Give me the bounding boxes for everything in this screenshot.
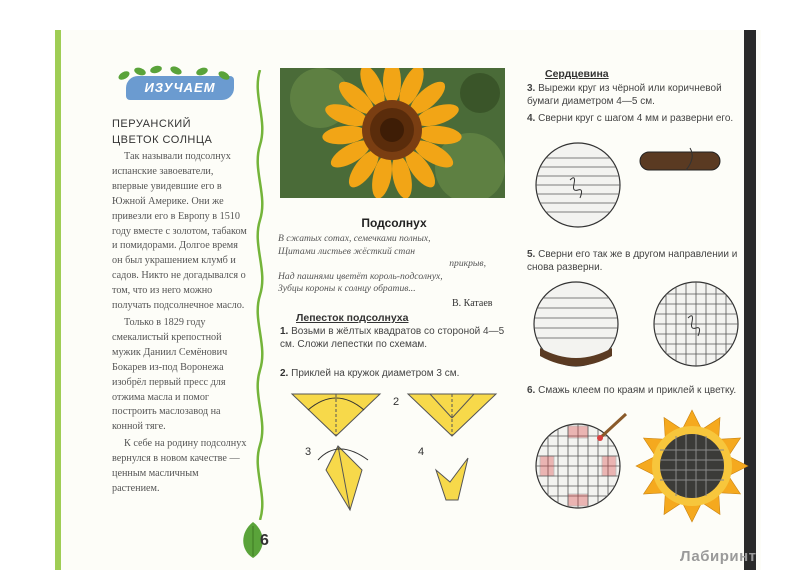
diagram-label: 3 <box>305 446 312 458</box>
step-3-instruction: 3. Вырежи круг из чёрной или коричневой бумаги диаметром 4—5 см. <box>527 83 722 107</box>
diagram-label: 4 <box>418 446 425 458</box>
step-1-instruction: 1. Возьми в жёлтых квадратов со стороной 4—5 см. Сложи лепестки по схемам. <box>280 326 505 350</box>
poem: В сжатых сотах, семечками полных, Щитами листьев жёсткий стан прикрыв, Над пашнями цветёт король-подсолнух, Зубцы короны к солнцу обратив... <box>278 233 486 294</box>
core-section-title: Сердцевина <box>545 68 609 80</box>
vine-divider <box>250 70 270 520</box>
section-badge: ИЗУЧАЕМ <box>126 76 234 100</box>
core-step-4-diagram <box>530 140 750 230</box>
paragraph: Только в 1829 году смекалистый крепостной мужик Даниил Семёнович Бокарев из-под Воронежа изобрёл первый пресс для отжима масла и помог построить маслозавод на конной тяге. <box>112 316 228 433</box>
poem-title: Подсолнух <box>361 216 427 230</box>
watermark: Лабиринт <box>680 548 757 565</box>
diagram-label: 2 <box>393 396 400 408</box>
article-body <box>112 150 248 499</box>
page-number: 6 <box>260 532 269 549</box>
step-5-instruction: 5. Сверни его так же в другом направлении и снова разверни. <box>527 249 738 273</box>
petal-section-title: Лепесток подсолнуха <box>296 312 409 324</box>
sunflower-photo <box>280 68 505 198</box>
core-step-5-diagram <box>530 278 750 373</box>
article-title: ПЕРУАНСКИЙ ЦВЕТОК СОЛНЦА <box>112 118 213 146</box>
step-4-instruction: 4. Сверни круг с шагом 4 мм и разверни его. <box>527 113 734 124</box>
step-6-instruction: 6. Смажь клеем по краям и приклей к цветку. <box>527 385 737 396</box>
paragraph: Так называли подсолнух испанские завоеватели, впервые увидевшие его в Южной Америке. Они же привезли его в Европу в 1510 году вместе с золотом, табаком и помидорами. Долгое время он был украшением клумб и садов. Никто не догадывался о том, что из него можно получать подсолнечное масло. <box>112 151 247 312</box>
step-2-instruction: 2. Приклей на кружок диаметром 3 см. <box>280 368 460 379</box>
poem-author: В. Катаев <box>452 298 493 309</box>
paragraph: К себе на родину подсолнух вернулся в новом качестве — ценным масличным растением. <box>112 438 247 494</box>
core-step-6-diagram <box>530 408 750 528</box>
